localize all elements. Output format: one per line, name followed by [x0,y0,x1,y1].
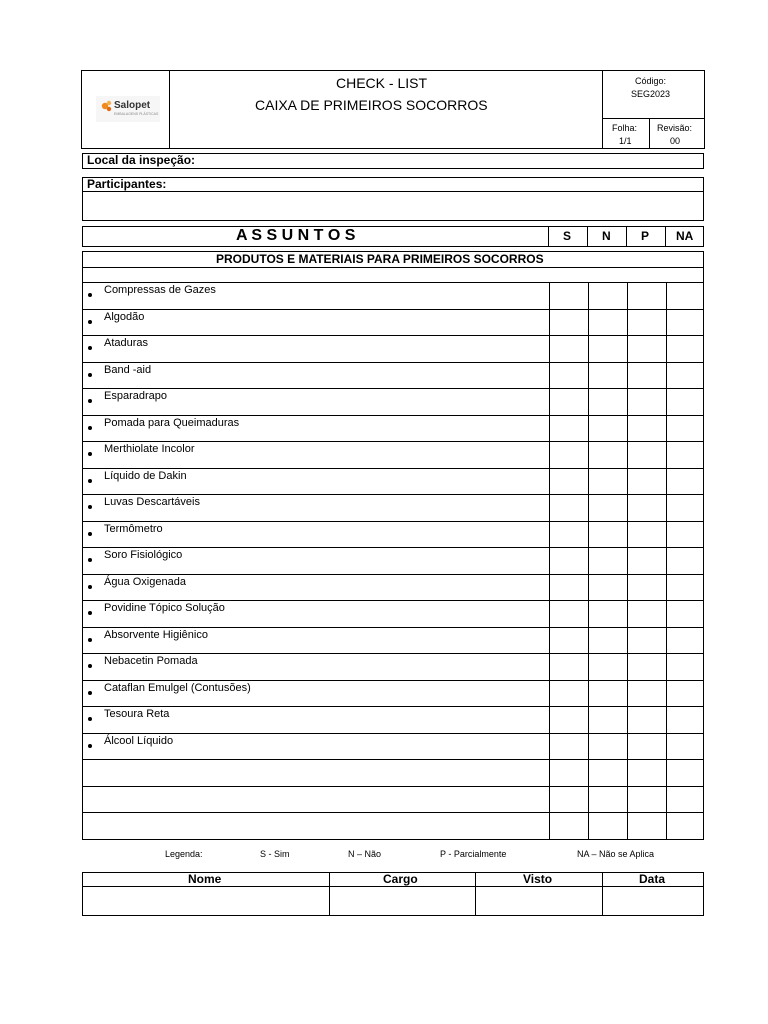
checkbox-s[interactable] [549,283,588,309]
checkbox-n[interactable] [588,734,627,760]
checkbox-s[interactable] [549,363,588,389]
signature-nome-header: Nome [188,872,222,886]
table-row [82,522,704,549]
column-header-na: NA [676,229,694,243]
signature-visto-header: Visto [523,872,553,886]
checkbox-na[interactable] [666,575,703,601]
checkbox-p[interactable] [627,389,666,415]
assuntos-col-divider-na [665,226,666,247]
checkbox-p[interactable] [627,707,666,733]
empty-table-row [82,787,704,814]
checkbox-s[interactable] [549,734,588,760]
table-row [82,601,704,628]
revisao-label: Revisão: [657,123,693,133]
checkbox-p[interactable] [627,548,666,574]
table-row [82,681,704,708]
checkbox-s[interactable] [549,548,588,574]
checkbox-p[interactable] [627,575,666,601]
column-header-n: N [602,229,611,243]
checkbox-s[interactable] [549,628,588,654]
column-header-s: S [563,229,572,243]
empty-table-row [82,813,704,840]
checkbox-p[interactable] [627,416,666,442]
checkbox-na[interactable] [666,336,703,362]
bullet-icon [88,505,92,509]
checkbox-s[interactable] [549,707,588,733]
table-row [82,389,704,416]
section-title: PRODUTOS E MATERIAIS PARA PRIMEIROS SOCORROS [216,252,544,266]
bullet-icon [88,293,92,297]
codigo-value: SEG2023 [631,89,671,99]
codigo-label: Código: [635,76,667,86]
table-row [82,654,704,681]
checkbox-s[interactable] [549,416,588,442]
checkbox-p[interactable] [627,813,666,839]
section-title-divider [82,267,704,268]
bullet-icon [88,664,92,668]
assuntos-header [82,226,704,247]
item-label: Pomada para Queimaduras [104,416,240,429]
checkbox-s[interactable] [549,442,588,468]
checkbox-na[interactable] [666,681,703,707]
table-row [82,548,704,575]
item-label: Ataduras [104,337,149,349]
item-label: Tesoura Reta [104,708,170,720]
checkbox-p[interactable] [627,681,666,707]
table-row [82,628,704,655]
item-label: Cataflan Emulgel (Contusões) [104,681,251,694]
checkbox-n[interactable] [588,681,627,707]
checkbox-s[interactable] [549,654,588,680]
checkbox-p[interactable] [627,283,666,309]
bullet-icon [88,452,92,456]
folha-label: Folha: [612,123,638,133]
checkbox-p[interactable] [627,336,666,362]
checkbox-na[interactable] [666,601,703,627]
checkbox-n[interactable] [588,760,627,786]
assuntos-col-divider-p [626,226,627,247]
checkbox-s[interactable] [549,601,588,627]
checkbox-n[interactable] [588,336,627,362]
checkbox-s[interactable] [549,336,588,362]
table-row [82,310,704,337]
legend-nao: N – Não [348,849,382,859]
checkbox-na[interactable] [666,734,703,760]
bullet-icon [88,426,92,430]
item-label: Água Oxigenada [104,575,186,588]
item-label: Esparadrapo [104,390,167,402]
table-row [82,363,704,390]
checkbox-p[interactable] [627,522,666,548]
checkbox-s[interactable] [549,469,588,495]
bullet-icon [88,558,92,562]
item-label: Algodão [104,310,145,323]
logo-text: Salopet [114,100,151,111]
logo-subtext: EMBALAGENS PLÁSTICAS [114,112,159,116]
bullet-icon [88,717,92,721]
signature-data-header: Data [639,872,666,886]
checkbox-s[interactable] [549,787,588,813]
checkbox-na[interactable] [666,522,703,548]
checkbox-s[interactable] [549,522,588,548]
legend-sim: S - Sim [260,849,290,859]
checkbox-p[interactable] [627,495,666,521]
checkbox-s[interactable] [549,813,588,839]
checkbox-n[interactable] [588,628,627,654]
item-label: Band -aid [104,363,152,376]
table-row [82,416,704,443]
revisao-value: 00 [670,136,681,146]
checkbox-s[interactable] [549,310,588,336]
checkbox-p[interactable] [627,363,666,389]
checkbox-n[interactable] [588,283,627,309]
signature-cargo-field[interactable] [330,887,475,915]
item-label: Álcool Líquido [104,734,174,747]
checkbox-p[interactable] [627,787,666,813]
checkbox-n[interactable] [588,654,627,680]
checkbox-n[interactable] [588,601,627,627]
bullet-icon [88,585,92,589]
checkbox-p[interactable] [627,310,666,336]
checkbox-na[interactable] [666,442,703,468]
title-line-2: CAIXA DE PRIMEIROS SOCORROS [255,97,488,113]
bullet-icon [88,744,92,748]
bullet-icon [88,638,92,642]
checkbox-n[interactable] [588,522,627,548]
folha-value: 1/1 [619,136,632,146]
checkbox-n[interactable] [588,813,627,839]
checkbox-n[interactable] [588,495,627,521]
checkbox-s[interactable] [549,681,588,707]
column-header-p: P [641,229,650,243]
checkbox-na[interactable] [666,310,703,336]
checkbox-na[interactable] [666,813,703,839]
participantes-label: Participantes: [87,177,167,191]
checkbox-na[interactable] [666,389,703,415]
item-label: Líquido de Dakin [104,469,187,482]
table-row [82,707,704,734]
bullet-icon [88,611,92,615]
signature-data-field[interactable] [603,887,703,915]
checkbox-p[interactable] [627,654,666,680]
assuntos-col-divider-s [548,226,549,247]
assuntos-title: A S S U N T O S [236,227,356,244]
checkbox-s[interactable] [549,389,588,415]
table-row [82,442,704,469]
checkbox-p[interactable] [627,601,666,627]
empty-table-row [82,760,704,787]
item-label: Merthiolate Incolor [104,443,195,455]
bullet-icon [88,346,92,350]
signature-visto-field[interactable] [476,887,602,915]
item-label: Compressas de Gazes [104,284,216,296]
bullet-icon [88,479,92,483]
legend-parcialmente: P - Parcialmente [440,849,507,859]
checkbox-n[interactable] [588,707,627,733]
checkbox-p[interactable] [627,760,666,786]
checkbox-p[interactable] [627,628,666,654]
checkbox-p[interactable] [627,442,666,468]
checkbox-na[interactable] [666,495,703,521]
checkbox-na[interactable] [666,363,703,389]
checkbox-s[interactable] [549,760,588,786]
legend-label: Legenda: [165,849,203,859]
checkbox-n[interactable] [588,363,627,389]
bullet-icon [88,532,92,536]
participantes-field[interactable] [82,177,704,221]
item-label: Termômetro [104,522,163,535]
table-row [82,283,704,310]
checkbox-n[interactable] [588,310,627,336]
item-label: Povidine Tópico Solução [104,602,225,614]
company-logo [96,96,160,122]
checkbox-na[interactable] [666,416,703,442]
legend-nao-se-aplica: NA – Não se Aplica [577,849,655,859]
checkbox-n[interactable] [588,575,627,601]
checkbox-na[interactable] [666,628,703,654]
local-inspecao-label: Local da inspeção: [87,153,196,167]
table-row [82,469,704,496]
table-row [82,495,704,522]
checkbox-na[interactable] [666,548,703,574]
checkbox-na[interactable] [666,760,703,786]
bullet-icon [88,373,92,377]
bullet-icon [88,691,92,695]
table-row [82,575,704,602]
checkbox-p[interactable] [627,469,666,495]
checkbox-na[interactable] [666,283,703,309]
title-line-1: CHECK - LIST [336,75,428,91]
checkbox-na[interactable] [666,707,703,733]
checkbox-n[interactable] [588,442,627,468]
table-row [82,734,704,761]
checkbox-na[interactable] [666,787,703,813]
item-label: Absorvente Higiênico [104,628,208,641]
checkbox-n[interactable] [588,787,627,813]
participantes-divider [82,191,704,192]
assuntos-col-divider-n [587,226,588,247]
signature-cargo-header: Cargo [383,872,418,886]
checkbox-s[interactable] [549,495,588,521]
checkbox-n[interactable] [588,389,627,415]
checkbox-na[interactable] [666,469,703,495]
bullet-icon [88,399,92,403]
checkbox-s[interactable] [549,575,588,601]
checkbox-n[interactable] [588,416,627,442]
checkbox-n[interactable] [588,548,627,574]
item-label: Soro Fisiológico [104,549,183,561]
table-row [82,336,704,363]
checkbox-n[interactable] [588,469,627,495]
folha-divider [649,118,650,149]
bullet-icon [88,320,92,324]
checkbox-p[interactable] [627,734,666,760]
signature-nome-field[interactable] [83,887,329,915]
item-label: Nebacetin Pomada [104,655,198,667]
item-label: Luvas Descartáveis [104,496,200,508]
checkbox-na[interactable] [666,654,703,680]
